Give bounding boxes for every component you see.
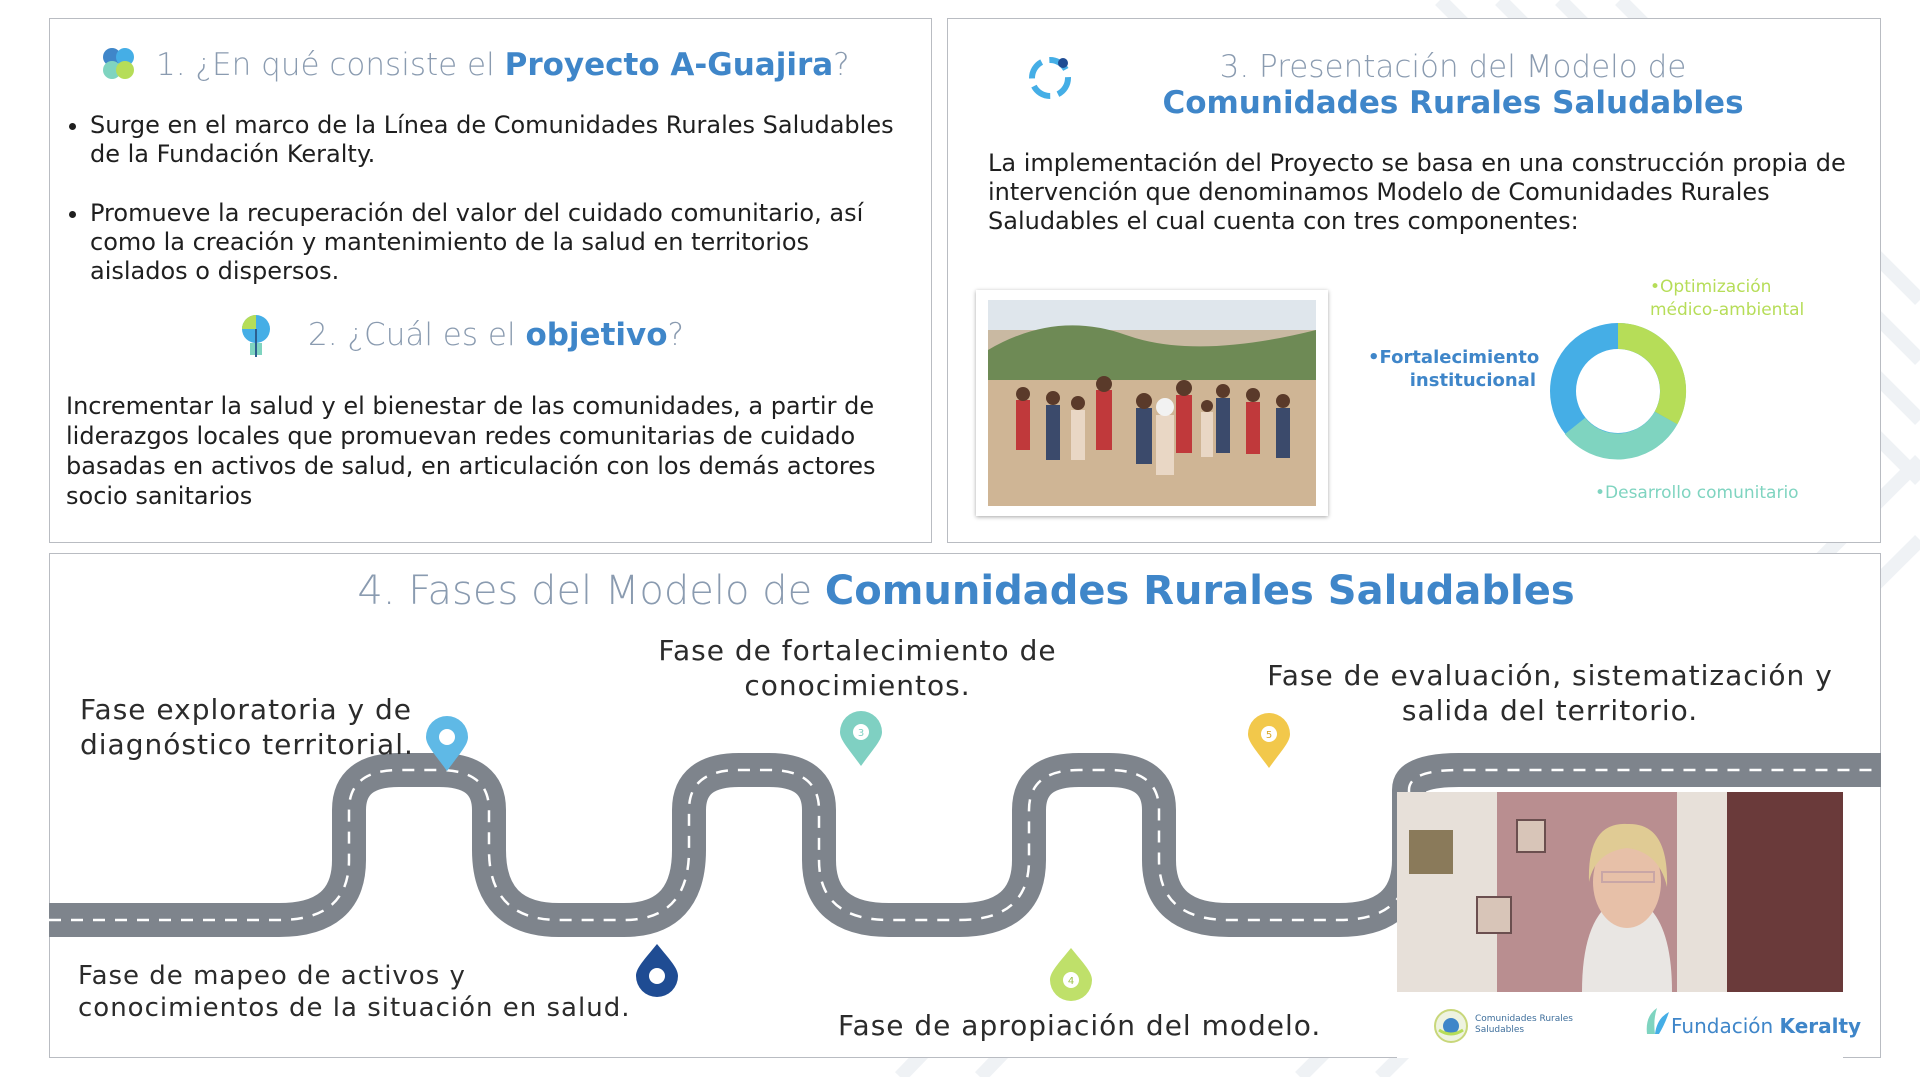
section3-body: La implementación del Proyecto se basa en una construcción propia de intervención que denominamos Modelo de Comunidades Rurales Saludables el cual cuenta con tres componentes: xyxy=(988,149,1846,235)
section1-heading: 1. ¿En qué consiste el Proyecto A-Guajira? xyxy=(156,47,850,83)
phase3-label: Fase de fortalecimiento de conocimientos. xyxy=(658,634,1057,702)
section2-body: Incrementar la salud y el bienestar de las comunidades, a partir de liderazgos locales que promuevan redes comunitarias de cuidado basadas en activos de salud, en articulación con los demás actores socio sanitarios xyxy=(66,392,876,510)
section3-heading: 3. Presentación del Modelo de Comunidades Rurales Saludables xyxy=(1162,49,1744,121)
keralty-logo-icon xyxy=(1643,1006,1671,1036)
lightbulb-target-icon xyxy=(230,309,282,361)
phase5-label: Fase de evaluación, sistematización y salida del territorio. xyxy=(1267,659,1833,727)
components-donut-chart xyxy=(1545,318,1691,464)
component-label-optimizacion: •Optimización médico-ambiental xyxy=(1650,277,1805,320)
component-label-desarrollo: •Desarrollo comunitario xyxy=(1595,483,1799,503)
logo-comunidades-text: Comunidades Rurales Saludables xyxy=(1475,1014,1573,1035)
donut-segment-optimizacion xyxy=(1618,336,1673,418)
phase4-label: Fase de apropiación del modelo. xyxy=(838,1009,1322,1042)
presenter-video xyxy=(1397,792,1843,992)
component-label-fortalecimiento: •Fortalecimiento institucional xyxy=(1368,347,1540,391)
phase2-label: Fase de mapeo de activos y conocimientos de la situación en salud. xyxy=(78,961,631,1023)
phase4-pin-icon xyxy=(1048,946,1094,1002)
phase1-label: Fase exploratoria y de diagnóstico territorial. xyxy=(80,693,414,761)
section4-heading: 4. Fases del Modelo de Comunidades Rurales Saludables xyxy=(357,568,1575,614)
svg-text:4: 4 xyxy=(1067,976,1075,987)
phase2-pin-icon xyxy=(634,942,680,998)
svg-text:3: 3 xyxy=(857,728,865,739)
comunidades-logo-icon xyxy=(1433,1008,1469,1044)
panel-project-overview xyxy=(49,18,932,543)
svg-text:5: 5 xyxy=(1265,730,1273,741)
section1-bullet-list xyxy=(50,111,900,316)
list-item: • Promueve la recuperación del valor del cuidado comunitario, así como la creación y mantenimiento de la salud en territorios aislados o dispersos. xyxy=(90,199,900,286)
donut-segment-desarrollo xyxy=(1575,418,1666,446)
community-photo xyxy=(976,290,1328,516)
section2-heading: 2. ¿Cuál es el objetivo? xyxy=(308,317,684,353)
footer-logos xyxy=(1397,992,1862,1058)
list-item: • Surge en el marco de la Línea de Comunidades Rurales Saludables de la Fundación Keralty. xyxy=(90,111,900,169)
puzzle-leaf-icon xyxy=(100,45,138,83)
logo-keralty-text: Fundación Keralty xyxy=(1671,1014,1862,1038)
cycle-icon xyxy=(1023,51,1077,105)
phase3-pin-icon xyxy=(838,710,884,768)
